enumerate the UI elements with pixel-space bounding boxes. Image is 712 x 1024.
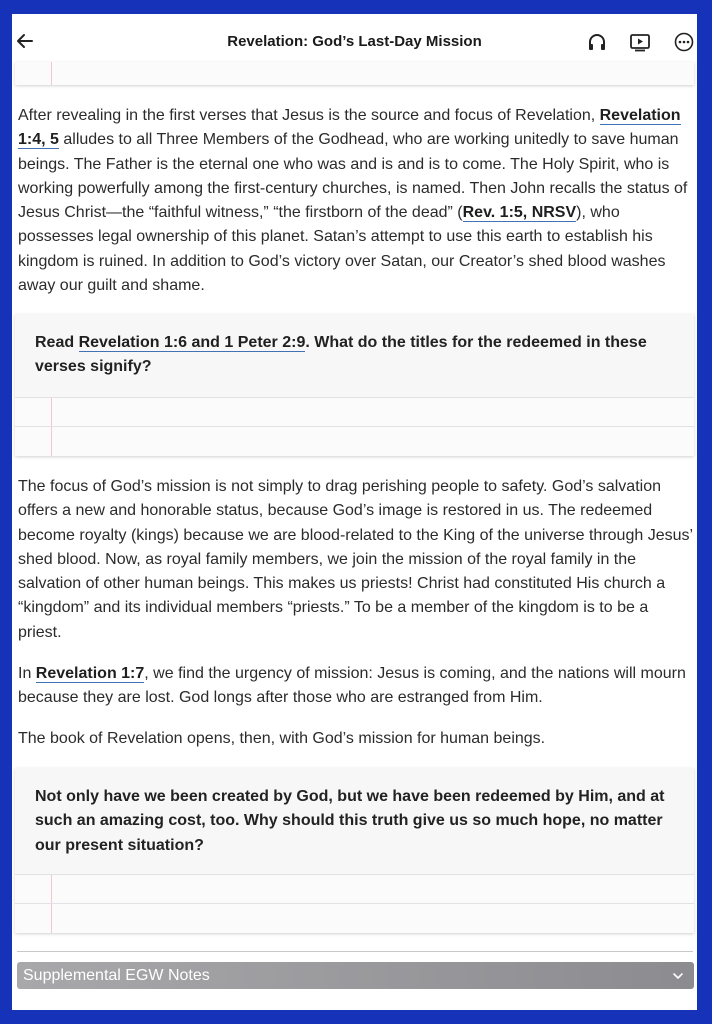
question-text: Read Revelation 1:6 and 1 Peter 2:9. What do the titles for the redeemed in these verses signify? — [35, 334, 647, 376]
supplemental-notes-label: Supplemental EGW Notes — [23, 967, 210, 984]
reader-window — [12, 14, 697, 1010]
scripture-link-revelation-1-7[interactable]: Revelation 1:7 — [35, 665, 145, 682]
play-video-icon[interactable] — [629, 31, 651, 53]
scripture-link-revelation-1-6-1-peter-2-9[interactable]: Revelation 1:6 and 1 Peter 2:9 — [78, 334, 306, 351]
chevron-down-icon — [672, 969, 684, 981]
note-line[interactable] — [15, 426, 694, 456]
note-line[interactable] — [15, 397, 694, 427]
note-line[interactable] — [15, 62, 694, 85]
page-title: Revelation: God’s Last-Day Mission — [227, 33, 482, 50]
supplemental-notes-button[interactable] — [17, 962, 694, 989]
divider — [17, 951, 693, 952]
lesson-paragraph: In Revelation 1:7, we find the urgency of mission: Jesus is coming, and the nations will mourn because they are lost. God longs after those who are estranged from Him. — [18, 665, 686, 707]
question-card — [15, 314, 694, 456]
scripture-link-revelation-1-4-5[interactable]: Revelation 1:4, 5 — [18, 107, 681, 149]
notes-box-previous[interactable] — [15, 62, 694, 85]
lesson-paragraph: The focus of God’s mission is not simply to drag perishing people to safety. God’s salvation offers a new and honorable status, because God’s image is restored in us. The redeemed become royalty (kings) because we are blood-related to the King of the universe through Jesus’ shed blood. Now, as royal family members, we join the mission of the royal family in the salvation of other human beings. This makes us priests! Christ had constituted His church a “kingdom” and its individual members “priests.” To be a member of the kingdom is to be a priest. — [18, 478, 693, 641]
headphones-icon[interactable] — [586, 31, 608, 53]
question-card — [15, 768, 694, 933]
scripture-link-rev-1-5-nrsv[interactable]: Rev. 1:5, NRSV — [462, 204, 577, 222]
question-text: Not only have we been created by God, but we have been redeemed by Him, and at such an amazing cost, too. Why should this truth give us so much hope, no matter our present situation? — [35, 788, 665, 854]
more-options-icon[interactable] — [673, 31, 695, 53]
note-line[interactable] — [15, 903, 694, 933]
lesson-paragraph: After revealing in the first verses that Jesus is the source and focus of Revelation, Revelation 1:4, 5 alludes to all Three Members of the Godhead, who are working unitedly to save human beings. The Father is the eternal one who was and is and is to come. The Holy Spirit, who is working powerfully among the first-century churches, is named. Then John recalls the status of Jesus Christ—the “faithful witness,” “the firstborn of the dead” (Rev. 1:5, NRSV), who possesses legal ownership of this planet. Satan’s attempt to use this earth to establish his kingdom is ruined. In addition to God’s victory over Satan, our Creator’s shed blood washes away our guilt and shame. — [18, 107, 688, 295]
note-line[interactable] — [15, 874, 694, 904]
lesson-paragraph: The book of Revelation opens, then, with God’s mission for human beings. — [18, 730, 546, 747]
